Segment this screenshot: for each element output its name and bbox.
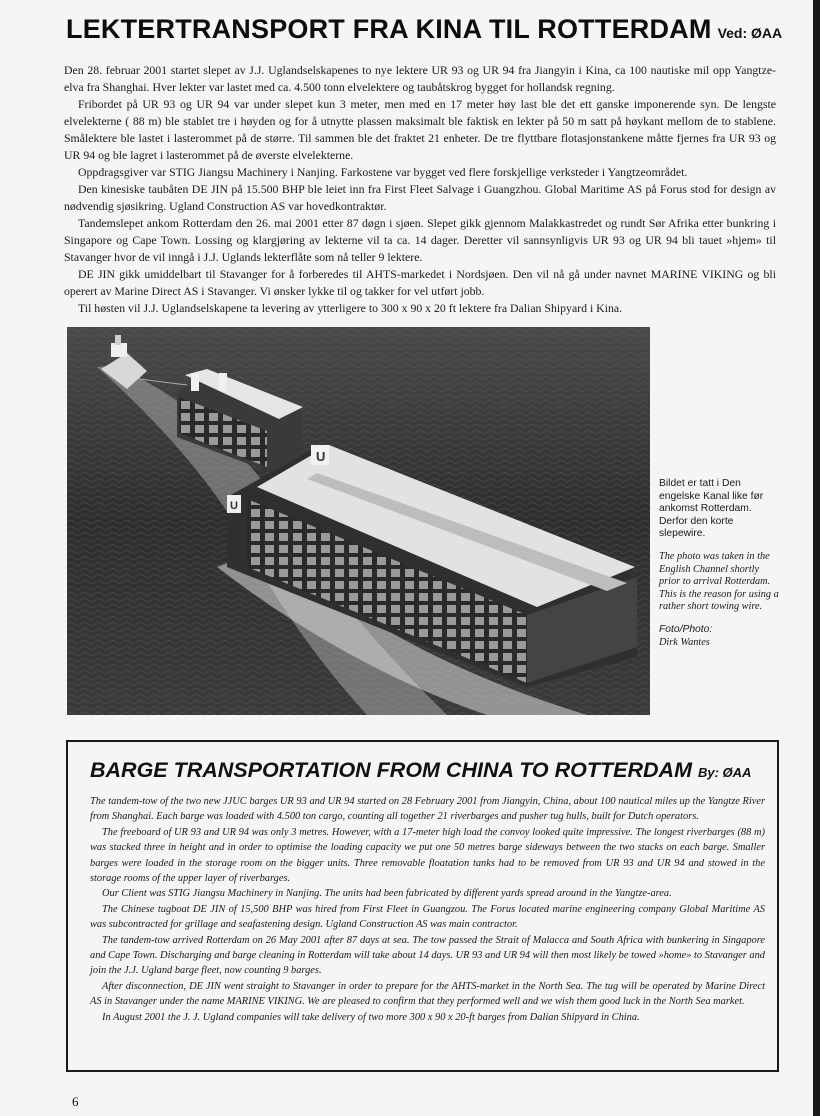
article-paragraph: Oppdragsgiver var STIG Jiangsu Machinery i Nanjing. Farkostene var bygget ved flere forskjellige verksteder i Yangtzeområdet. xyxy=(78,165,688,179)
english-article-title: BARGE TRANSPORTATION FROM CHINA TO ROTTERDAM xyxy=(90,758,692,782)
article-paragraph: DE JIN gikk umiddelbart til Stavanger for å forberedes til AHTS-markedet i Nordsjøen. Den vil nå gå under navnet MARINE VIKING og bli operert av Marine Direct AS i Stavanger. Vi ønsker lykke til og takker for vel utført jobb. xyxy=(64,267,776,298)
article-paragraph: Tandemslepet ankom Rotterdam den 26. mai 2001 etter 87 døgn i sjøen. Slepet gikk gjennom Malakkastredet og rundt Sør Afrika etter bunkring i Singapore og Cape Town. Lossing og klargjøring av lekterne vil ta ca. 14 dager. Deretter vil sannsynligvis UR 93 og UR 94 bli tauet »hjem» til Stavanger hvor de vil inngå i J.J. Uglands lekterflåte som nå teller 9 lektere. xyxy=(64,216,776,264)
article-paragraph: The Chinese tugboat DE JIN of 15,500 BHP was hired from First Fleet in Guangzou. The Forus located marine engineering company Global Maritime AS was subcontracted for grillage and seafastening design. Ugland Construction AS was main contractor. xyxy=(90,903,765,931)
article-paragraph: Den kinesiske taubåten DE JIN på 15.500 BHP ble leiet inn fra First Fleet Salvage i Guangzhou. Global Maritime AS på Forus stod for design av nødvendig sjøsikring. Ugland Construction AS var hovedkontraktør. xyxy=(64,182,776,213)
photo-caption xyxy=(659,478,781,649)
article-paragraph: Den 28. februar 2001 startet slepet av J.J. Uglandselskapenes to nye lektere UR 93 og UR 94 fra Jiangyin i Kina, ca 100 nautiske mil opp Yangtze-elva fra Shanghai. Hver lekter var lastet med ca. 4.500 tonn elvelektere og taubåtskrog bygget for hollandsk regning. xyxy=(64,63,776,94)
norwegian-article xyxy=(64,62,776,317)
page-header xyxy=(66,14,786,45)
photo-illustration xyxy=(67,327,650,715)
page-title: LEKTERTRANSPORT FRA KINA TIL ROTTERDAM xyxy=(66,14,712,44)
article-paragraph: After disconnection, DE JIN went straight to Stavanger in order to prepare for the AHTS-market in the North Sea. The tug will be operated by Marine Direct AS in Stavanger under the name MARINE VIKING. We are pleased to confirm that they performed well and we wish them good luck in the North Sea market. xyxy=(90,980,765,1008)
barge-mark: U xyxy=(316,449,326,464)
article-paragraph: Til høsten vil J.J. Uglandselskapene ta levering av ytterligere to 300 x 90 x 20 ft lektere fra Dalian Shipyard i Kina. xyxy=(78,301,623,315)
scan-binding-edge xyxy=(813,0,820,1116)
barge-mark: U xyxy=(230,500,238,512)
english-article-body xyxy=(90,794,765,1025)
article-paragraph: The tandem-tow of the two new JJUC barges UR 93 and UR 94 started on 28 February 2001 from Jiangyin, China, about 100 nautical miles up the Yangtze River from Shanghai. Each barge was loaded with 4.500 ton cargo, counting all together 21 riverbarges and pusher tug hulls, built for Dutch operators. xyxy=(90,796,765,823)
article-paragraph: The freeboard of UR 93 and UR 94 was only 3 metres. However, with a 17-meter high load the convoy looked quite impressive. The longest riverbarges (88 m) was stacked three in height and in order to optimise the loading capacity we put one 50 metres barge sideways between the two stacks on each barge. Smaller barges were loaded in the storage room on the bigger units. Three removable floatation tanks had to be removed from UR 93 and UR 94 and stowed in the storage rooms of the upper layer of riverbarges. xyxy=(90,826,765,885)
english-article-byline: By: ØAA xyxy=(697,765,752,780)
caption-norwegian: Bildet er tatt i Den engelske Kanal like før ankomst Rotterdam. Derfor den korte slepewire. xyxy=(659,478,764,540)
article-paragraph: The tandem-tow arrived Rotterdam on 26 May 2001 after 87 days at sea. The tow passed the Strait of Malacca and South Africa with bunkering in Singapore and Cape Town. Discharging and barge cleaning in Rotterdam will take about 14 days. UR 93 and UR 94 will then most likely be towed »home» to Stavanger and join the J.J. Ugland barge fleet, now counting 9 barges. xyxy=(90,934,765,977)
author-byline: Ved: ØAA xyxy=(717,25,783,41)
photo-credit-name: Dirk Wantes xyxy=(659,636,710,648)
english-article-box xyxy=(66,740,779,1072)
article-paragraph: Our Client was STIG Jiangsu Machinery in Nanjing. The units had been fabricated by different yards spread around in the Yangtze-area. xyxy=(102,888,672,900)
photo-credit-label: Foto/Photo: xyxy=(659,623,713,635)
caption-english: The photo was taken in the English Channel shortly prior to arrival Rotterdam. This is the reason for using a rather short towing wire. xyxy=(659,550,779,613)
barge-tow-photo xyxy=(67,327,650,715)
article-paragraph: Fribordet på UR 93 og UR 94 var under slepet kun 3 meter, men med en 17 meter høy last ble det ett ganske imponerende syn. De lengste elvelekterne ( 88 m) ble stablet tre i høyden og for å utnytte plassen maksimalt ble faktisk en lekter på 50 m satt på høykant mellom de to stablene. Smålektere ble lastet i lasterommet på de større. Til sammen ble det fraktet 21 enheter. De tre flyttbare flotasjonstankene måtte fjernes fra UR 93 og UR 94 og ble lagret i lasterommet på de øverste elvelekterne. xyxy=(64,97,776,162)
english-article-header xyxy=(90,758,760,783)
page-number: 6 xyxy=(72,1094,79,1109)
article-paragraph: In August 2001 the J. J. Ugland companies will take delivery of two more 300 x 90 x 20-ft barges from Dalian Shipyard in China. xyxy=(102,1011,640,1023)
